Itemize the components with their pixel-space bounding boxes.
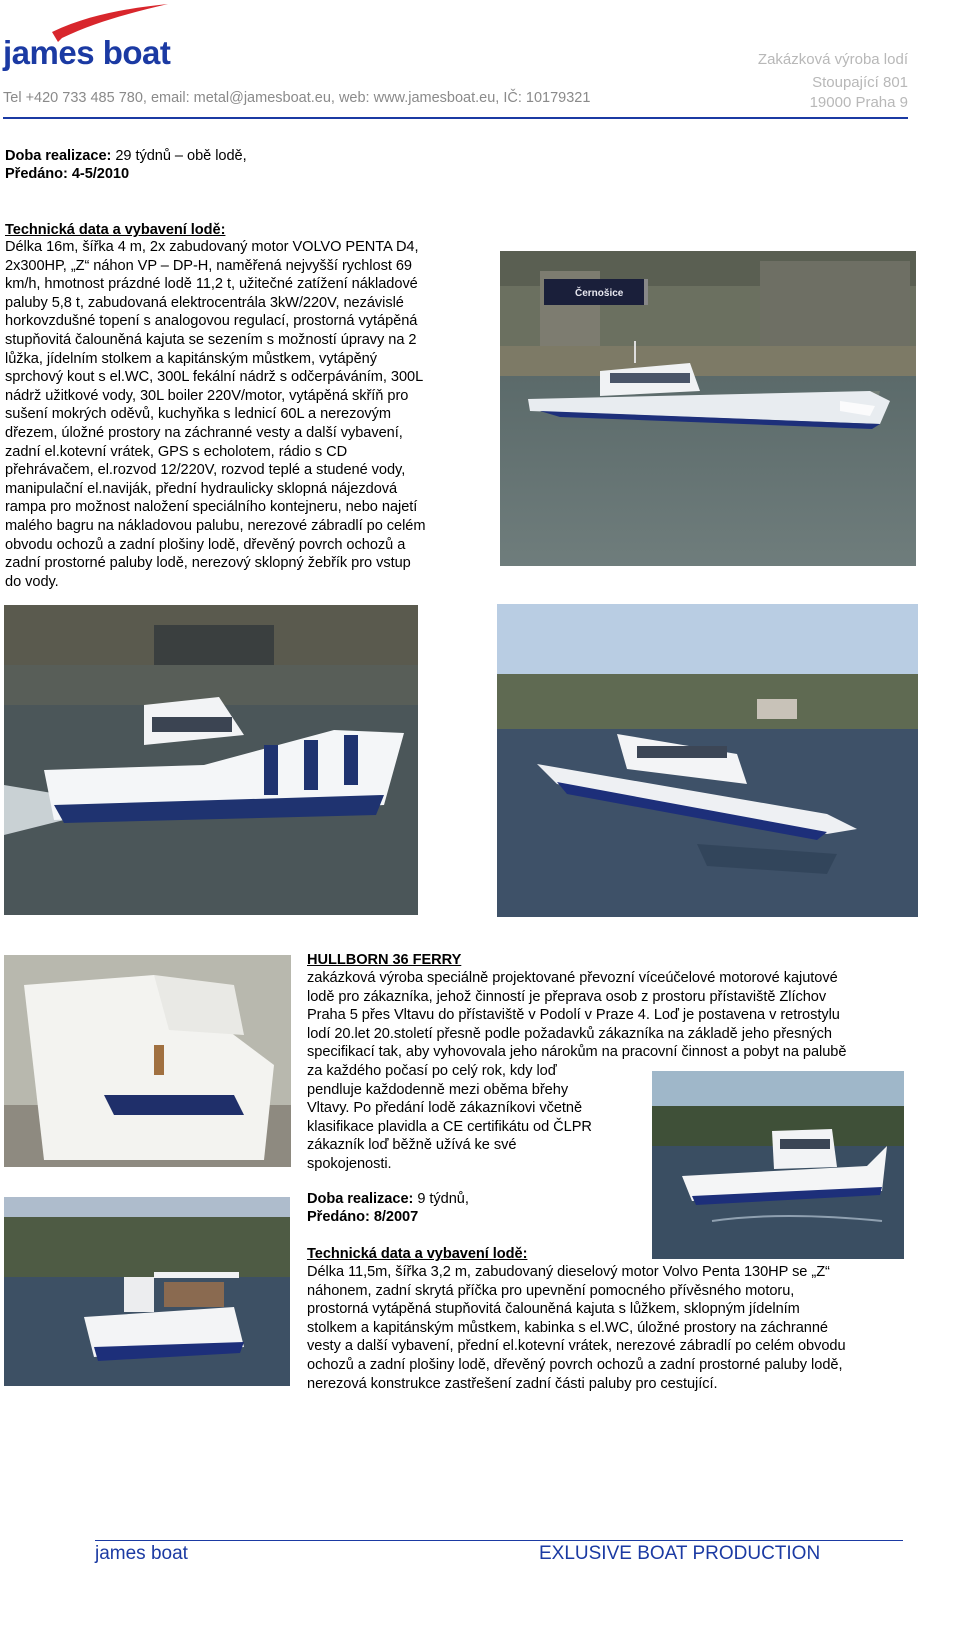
text-line: přehrávačem, el.rozvod 12/220V, rozvod teplé a studené vody, [5, 462, 406, 479]
text-line: Délka 11,5m, šířka 3,2 m, zabudovaný dieselový motor Volvo Penta 130HP se „Z“ [307, 1264, 830, 1280]
text-line: ochozů a zadní plošiny lodě, dřevěný povrch ochozů a zadní prostorné paluby lodě, [307, 1356, 843, 1373]
text-line: nerezová konstrukce zastřešení zadní části paluby pro cestující. [307, 1375, 718, 1392]
tech-heading-1: Technická data a vybavení lodě: [5, 222, 226, 238]
section2-title: HULLBORN 36 FERRY [307, 952, 462, 968]
text-line: zadní el.kotevní vrátek, GPS s echolotem, rádio s CD [5, 443, 348, 460]
text-line: spokojenosti. [307, 1155, 392, 1172]
text-line: dřezem, úložné prostory na záchranné vesty a další vybavení, [5, 424, 403, 441]
text-line: malého bagru na nákladovou palubu, nerezové zábradlí po celém [5, 517, 426, 534]
realization-2 [307, 1190, 469, 1209]
tech-heading-2: Technická data a vybavení lodě: [307, 1246, 528, 1262]
header-city-line: 19000 Praha 9 [809, 94, 908, 111]
text-line: klasifikace plavidla a CE certifikátu od ČLPR [307, 1118, 592, 1135]
handover-1: Předáno: 4-5/2010 [5, 166, 130, 182]
text-line: náhonem, zadní skrytá příčka pro upevnění pomocného přívěsného motoru, [307, 1282, 795, 1299]
text-line: zadní prostorné paluby lodě, nerezový sklopný žebřík pro vstup [5, 555, 411, 572]
text-line: lodě pro zákazníka, jehož činností je přeprava osob z prostoru přístaviště Zlíchov [307, 988, 827, 1005]
text-line: sušení mokrých oděvů, kuchyňka s lednicí 60L a nerezovým [5, 406, 392, 423]
footer-brand [95, 1543, 188, 1565]
text-line: stupňovitá čalouněná kajuta se sezením s možností úpravy na 2 [5, 331, 417, 348]
tech-text-2 [307, 1263, 912, 1393]
footer-divider [95, 1540, 903, 1541]
text-line: zakázková výroba speciálně projektované převozní víceúčelové motorové kajutové [307, 970, 838, 986]
footer-brand-text: james boat [95, 1543, 188, 1564]
boat-photo-construction [4, 955, 291, 1167]
text-line: lůžka, jídelním stolkem a kapitánským můstkem, vytápěný [5, 350, 377, 367]
text-line: lodí 20.let 20.století přesně podle požadavků zákazníka na základě jeho přesných [307, 1025, 832, 1042]
logo-text: james boat [3, 34, 171, 71]
text-line: pendluje každodenně mezi oběma břehy [307, 1081, 569, 1098]
realization-value-1: 29 týdnů – obě lodě, [111, 148, 247, 164]
handover-2: Předáno: 8/2007 [307, 1209, 419, 1225]
text-line: Délka 16m, šířka 4 m, 2x zabudovaný motor VOLVO PENTA D4, [5, 239, 419, 255]
text-line: specifikací tak, aby vyhovovala jeho nárokům na pracovní činnost a pobyt na palubě [307, 1044, 847, 1061]
text-line: do vody. [5, 573, 59, 590]
boat-photo-splash [4, 605, 418, 915]
realization-label-1: Doba realizace: [5, 148, 112, 164]
boat-photo-ferry-water [652, 1071, 904, 1259]
text-line: horkovzdušné topení s analogovou regulací, prostorná vytápěná [5, 313, 418, 330]
text-line: rampa pro možnost naložení speciálního kontejneru, nebo najetí [5, 499, 418, 516]
text-line: 2x300HP, „Z“ náhon VP – DP-H, naměřená nejvyšší rychlost 69 [5, 257, 412, 274]
text-line: nádrž užitkové vody, 30L boiler 220V/motor, vytápěná skříň pro [5, 387, 409, 404]
boat-photo-passengers [4, 1197, 290, 1386]
header-street-line: Stoupající 801 [812, 74, 908, 91]
header-company-line: Zakázková výroba lodí [757, 51, 908, 68]
text-line: manipulační el.naviják, přední hydraulicky sklopná nájezdová [5, 480, 398, 497]
text-line: obvodu ochozů a zadní plošiny lodě, dřevěný povrch ochozů a [5, 536, 406, 553]
boat-photo-cruising [497, 604, 918, 917]
tech-text-1 [5, 238, 485, 591]
header-contact: Tel +420 733 485 780, email: metal@jamesboat.eu, web: www.jamesboat.eu, IČ: 10179321 [3, 90, 591, 106]
text-line: stolkem a kapitánským můstkem, kabinka s el.WC, úložné prostory na záchranné [307, 1319, 828, 1336]
text-line: Vltavy. Po předání lodě zákazníkovi včetně [307, 1100, 583, 1117]
text-line: km/h, hmotnost prázdné lodě 11,2 t, užitečné zatížení nákladové [5, 276, 418, 293]
footer-tagline: EXLUSIVE BOAT PRODUCTION [539, 1543, 821, 1564]
realization-1 [5, 147, 247, 166]
realization-label-2: Doba realizace: [307, 1191, 414, 1207]
text-line: za každého počasí po celý rok, kdy loď [307, 1062, 557, 1079]
text-line: sprchový kout s el.WC, 300L fekální nádrž s odčerpáváním, 300L [5, 369, 424, 386]
realization-value-2: 9 týdnů, [413, 1191, 469, 1207]
text-line: prostorná vytápěná stupňovitá čalouněná kajuta s lůžkem, sklopným jídelním [307, 1301, 800, 1318]
billboard-sign: Černošice [575, 288, 624, 299]
text-line: zákazník loď běžně užívá ke své [307, 1137, 517, 1154]
boat-photo-river [500, 251, 916, 566]
header-divider [3, 117, 908, 119]
text-line: vesty a další vybavení, přední el.kotevní vrátek, nerezové zábradlí po celém obvodu [307, 1338, 846, 1355]
text-line: paluby 5,8 t, zabudovaná elektrocentrála 3kW/220V, nezávislé [5, 294, 404, 311]
header-address [668, 50, 908, 113]
logo [0, 0, 230, 75]
text-line: Praha 5 přes Vltavu do přístaviště v Podolí v Praze 4. Loď je postavena v retrostylu [307, 1007, 840, 1024]
